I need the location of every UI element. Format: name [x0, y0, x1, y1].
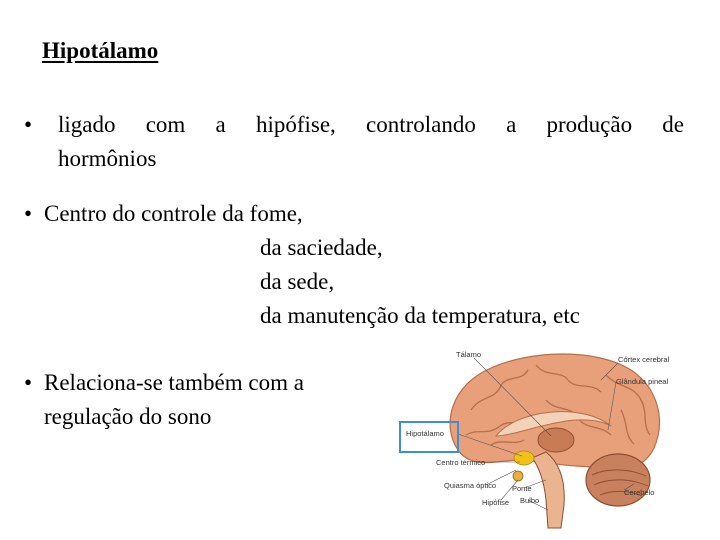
bullet-dot: •	[24, 201, 33, 226]
label-hipotalamo: Hipotálamo	[406, 429, 444, 438]
label-quiasma: Quiasma óptico	[444, 481, 497, 490]
bullet-dot: •	[24, 112, 33, 137]
label-pineal: Glândula pineal	[616, 377, 669, 386]
bullet-dot: •	[24, 370, 33, 395]
label-ponte: Ponte	[512, 484, 532, 493]
label-hipofise: Hipófise	[482, 498, 510, 507]
slide-title: Hipotálamo	[42, 38, 159, 63]
bullet-text: Centro do controle da fome,	[44, 201, 303, 226]
bullet-continuation-line: da manutenção da temperatura, etc	[260, 303, 580, 328]
thalamus-shape	[538, 428, 574, 452]
bullet-text: ligado com a hipófise, controlando a produção de	[58, 112, 684, 137]
bullet-continuation-line: da saciedade,	[260, 235, 383, 260]
label-bulbo: Bulbo	[520, 496, 540, 505]
hypothalamus-shape	[514, 451, 534, 465]
pituitary-shape	[513, 471, 523, 481]
label-centro-termico: Centro térmico	[436, 458, 486, 467]
bullet-continuation-line: da sede,	[260, 269, 335, 294]
bullet-text-continuation: regulação do sono	[44, 404, 212, 429]
bullet-text-continuation: hormônios	[58, 146, 157, 171]
label-cortex: Córtex cerebral	[618, 355, 670, 364]
bullet-text: Relaciona-se também com a	[44, 370, 304, 395]
label-talamo: Tálamo	[456, 350, 482, 359]
brain-diagram	[396, 340, 696, 530]
label-cerebelo: Cerebelo	[624, 488, 655, 497]
